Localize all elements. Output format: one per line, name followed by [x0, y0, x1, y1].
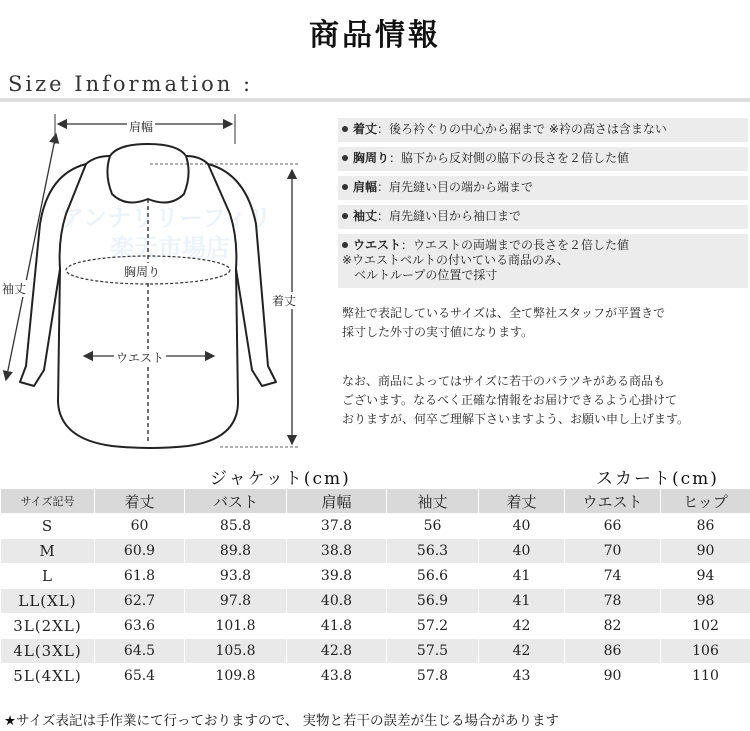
size-disclaimer: ★サイズ表記は手作業にて行っておりますので、 実物と若干の誤差が生じる場合があります	[4, 713, 560, 729]
table-cell: 89.8	[185, 539, 287, 564]
waist-note-line1: ※ウエストベルトの付いている商品のみ、	[342, 253, 569, 267]
table-cell: 85.8	[185, 514, 287, 539]
sleeve-label: 袖丈	[2, 282, 27, 296]
column-header: ウエスト	[565, 489, 661, 514]
column-header: 着丈	[95, 489, 185, 514]
column-header: ヒップ	[661, 489, 750, 514]
shoulder-label: 肩幅	[129, 120, 154, 134]
table-cell: 62.7	[95, 589, 185, 614]
table-cell: 98	[661, 589, 750, 614]
table-cell: 106	[661, 639, 750, 664]
table-cell: S	[1, 514, 95, 539]
table-cell: 40	[479, 514, 565, 539]
table-row	[1, 539, 750, 564]
table-cell: 57.2	[387, 614, 479, 639]
table-cell: 5L(4XL)	[1, 664, 95, 689]
table-cell: 60	[95, 514, 185, 539]
jacket-header: ジャケット(cm)	[210, 469, 351, 489]
column-header: サイズ記号	[1, 489, 95, 514]
table-row	[1, 589, 750, 614]
skirt-header: スカート(cm)	[596, 469, 719, 489]
table-cell: 64.5	[95, 639, 185, 664]
size-table	[0, 488, 750, 689]
table-cell: 94	[661, 564, 750, 589]
table-cell: 4L(3XL)	[1, 639, 95, 664]
table-cell: 86	[661, 514, 750, 539]
table-row	[1, 639, 750, 664]
length-label: 着丈	[272, 294, 297, 308]
table-cell: 39.8	[287, 564, 387, 589]
table-cell: 40	[479, 539, 565, 564]
definition-chest: 胸周り：脇下から反対側の脇下の長さを２倍した値	[338, 147, 748, 171]
table-cell: 90	[661, 539, 750, 564]
column-header: 肩幅	[287, 489, 387, 514]
table-cell: 65.4	[95, 664, 185, 689]
table-cell: 60.9	[95, 539, 185, 564]
table-cell: 70	[565, 539, 661, 564]
table-cell: 37.8	[287, 514, 387, 539]
table-cell: LL(XL)	[1, 589, 95, 614]
table-cell: 82	[565, 614, 661, 639]
table-cell: 86	[565, 639, 661, 664]
table-row	[1, 614, 750, 639]
table-row	[1, 664, 750, 689]
chest-label: 胸周り	[124, 265, 161, 279]
table-row	[1, 564, 750, 589]
watermark-shop-name: アンナリリーフィリ	[60, 204, 272, 232]
table-cell: 41	[479, 564, 565, 589]
waist-note-line2: ベルトループの位置で採寸	[342, 268, 498, 282]
bullet-icon	[342, 155, 348, 161]
watermark-store: 楽天市場店	[110, 234, 230, 262]
table-cell: 102	[661, 614, 750, 639]
bullet-icon	[342, 184, 348, 190]
table-cell: 57.8	[387, 664, 479, 689]
page-title: 商品情報	[309, 18, 441, 53]
table-cell: 90	[565, 664, 661, 689]
column-header: バスト	[185, 489, 287, 514]
waist-label: ウエスト	[116, 351, 165, 365]
table-cell: 56	[387, 514, 479, 539]
table-cell: 40.8	[287, 589, 387, 614]
size-information-heading: Size Information :	[8, 72, 254, 96]
table-cell: 56.3	[387, 539, 479, 564]
table-cell: 74	[565, 564, 661, 589]
table-header-row	[1, 489, 750, 514]
column-header: 袖丈	[387, 489, 479, 514]
jacket-illustration	[0, 104, 330, 456]
table-cell: 3L(2XL)	[1, 614, 95, 639]
table-cell: 42	[479, 639, 565, 664]
variance-note: なお、商品によってはサイズに若干のバラツキがある商品も ございます。なるべく正確な情報をお届けできるよう心掛けて おりますが、何卒ご理解下さいますよう、お願い申し上げます。	[342, 374, 690, 426]
table-cell: 42.8	[287, 639, 387, 664]
table-cell: 41.8	[287, 614, 387, 639]
table-cell: 38.8	[287, 539, 387, 564]
table-cell: 97.8	[185, 589, 287, 614]
table-cell: 42	[479, 614, 565, 639]
table-cell: 41	[479, 589, 565, 614]
table-cell: 56.6	[387, 564, 479, 589]
heading-divider	[0, 98, 750, 102]
bullet-icon	[342, 126, 348, 132]
bullet-icon	[342, 242, 348, 248]
table-cell: L	[1, 564, 95, 589]
table-cell: 110	[661, 664, 750, 689]
table-cell: M	[1, 539, 95, 564]
definition-waist: ウエスト：ウエストの両端までの長さを２倍した値 ※ウエストベルトの付いている商品のみ、 ベルトループの位置で採寸	[338, 234, 748, 288]
definition-length: 着丈：後ろ衿ぐりの中心から裾まで ※衿の高さは含まない	[338, 118, 748, 142]
definition-shoulder: 肩幅：肩先縫い目の端から端まで	[338, 176, 748, 200]
table-cell: 101.8	[185, 614, 287, 639]
table-row	[1, 514, 750, 539]
table-cell: 43.8	[287, 664, 387, 689]
measurement-diagram	[0, 104, 330, 456]
table-cell: 56.9	[387, 589, 479, 614]
measurement-note: 弊社で表記しているサイズは、全て弊社スタッフが平置きで 採寸した外寸の実寸値になります。	[342, 306, 666, 339]
table-cell: 43	[479, 664, 565, 689]
table-cell: 105.8	[185, 639, 287, 664]
column-header: 着丈	[479, 489, 565, 514]
table-cell: 66	[565, 514, 661, 539]
bullet-icon	[342, 213, 348, 219]
table-cell: 93.8	[185, 564, 287, 589]
table-cell: 78	[565, 589, 661, 614]
table-cell: 63.6	[95, 614, 185, 639]
table-cell: 109.8	[185, 664, 287, 689]
table-cell: 57.5	[387, 639, 479, 664]
table-cell: 61.8	[95, 564, 185, 589]
definition-sleeve: 袖丈：肩先縫い目から袖口まで	[338, 205, 748, 229]
